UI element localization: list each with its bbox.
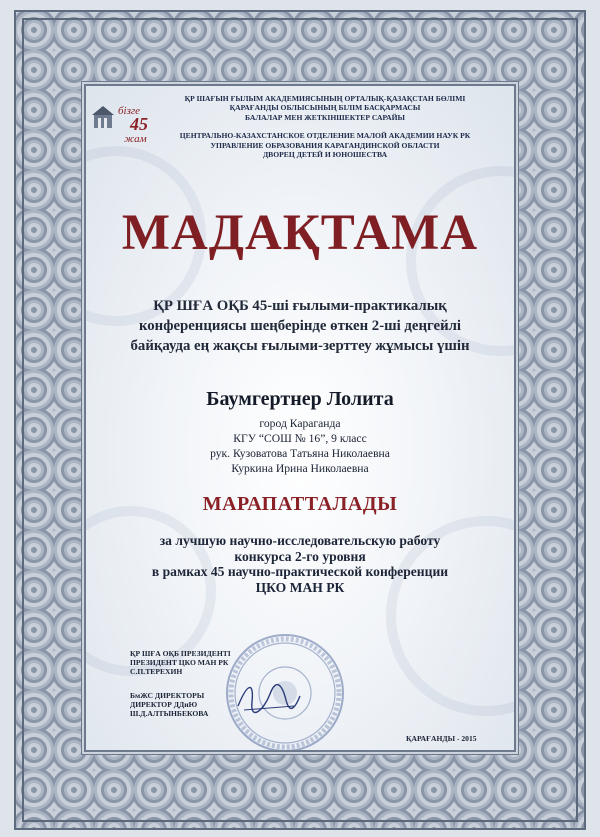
- reason-line: байқауда ең жақсы ғылыми-зерттеу жұмысы үшін: [130, 338, 470, 354]
- signatory-line: БмЖС ДИРЕКТОРЫ: [130, 691, 205, 700]
- awarded-heading: МАРАПАТТАЛАДЫ: [202, 493, 398, 515]
- header-kz-line: ҚР ШАҒЫН ҒЫЛЫМ АКАДЕМИЯСЫНЫҢ ОРТАЛЫҚ-ҚАЗАҚСТАН БӨЛІМІ: [184, 94, 466, 103]
- award-description-ru: [86, 533, 514, 595]
- header-kz-line: ҚАРАҒАНДЫ ОБЛЫСЫНЫҢ БІЛІМ БАСҚАРМАСЫ: [229, 103, 421, 113]
- recipient-details: [86, 416, 514, 476]
- header-ru-line: ДВОРЕЦ ДЕТЕЙ И ЮНОШЕСТВА: [262, 150, 388, 160]
- handwritten-signature: [234, 676, 304, 716]
- award-line: конкурса 2-го уровня: [234, 548, 366, 564]
- signatory-line: Ш.Д.АЛТЫНБЕКОВА: [130, 709, 209, 718]
- signatory-line: ПРЕЗИДЕНТ ЦКО МАН РК: [130, 658, 229, 667]
- signatory-line: ДИРЕКТОР ДДиЮ: [130, 700, 198, 709]
- award-line: в рамках 45 научно-практической конференции: [151, 564, 449, 579]
- header-kz-line: БАЛАЛАР МЕН ЖЕТКІНШЕКТЕР САРАЙЫ: [245, 112, 405, 122]
- signatory-president: [130, 649, 231, 676]
- header-ru-line: ЦЕНТРАЛЬНО-КАЗАХСТАНСКОЕ ОТДЕЛЕНИЕ МАЛОЙ АКАДЕМИИ НАУК РК: [179, 131, 471, 141]
- detail-line: Куркина Ирина Николаевна: [231, 462, 369, 475]
- certificate-body: [86, 86, 514, 750]
- certificate-title: МАДАҚТАМА: [121, 205, 479, 261]
- issuer-header: [150, 94, 500, 159]
- header-ru-line: УПРАВЛЕНИЕ ОБРАЗОВАНИЯ КАРАГАНДИНСКОЙ ОБЛАСТИ: [210, 140, 440, 150]
- detail-line: рук. Кузоватова Татьяна Николаевна: [210, 447, 390, 460]
- reason-line: ҚР ШҒА ОҚБ 45-ші ғылыми-практикалық: [153, 298, 447, 314]
- recipient-name: Баумгертнер Лолита: [206, 388, 394, 410]
- award-line: ЦКО МАН РК: [255, 579, 345, 595]
- detail-line: КГУ “СОШ № 16”, 9 класс: [233, 432, 367, 445]
- svg-text:жам: жам: [124, 133, 147, 144]
- svg-text:45: 45: [130, 114, 148, 134]
- award-reason-kz: [86, 296, 514, 356]
- signatory-line: С.П.ТЕРЕХИН: [130, 667, 183, 676]
- place-and-year: ҚАРАҒАНДЫ - 2015: [406, 734, 477, 743]
- signatory-director: [130, 691, 208, 718]
- detail-line: город Караганда: [259, 417, 341, 430]
- award-line: за лучшую научно-исследовательскую работу: [159, 533, 441, 548]
- signatory-line: ҚР ШҒА ОҚБ ПРЕЗИДЕНТІ: [130, 649, 231, 658]
- svg-text:бізге: бізге: [118, 105, 141, 117]
- reason-line: конференциясы шеңберінде өткен 2-ші деңгейлі: [138, 318, 462, 334]
